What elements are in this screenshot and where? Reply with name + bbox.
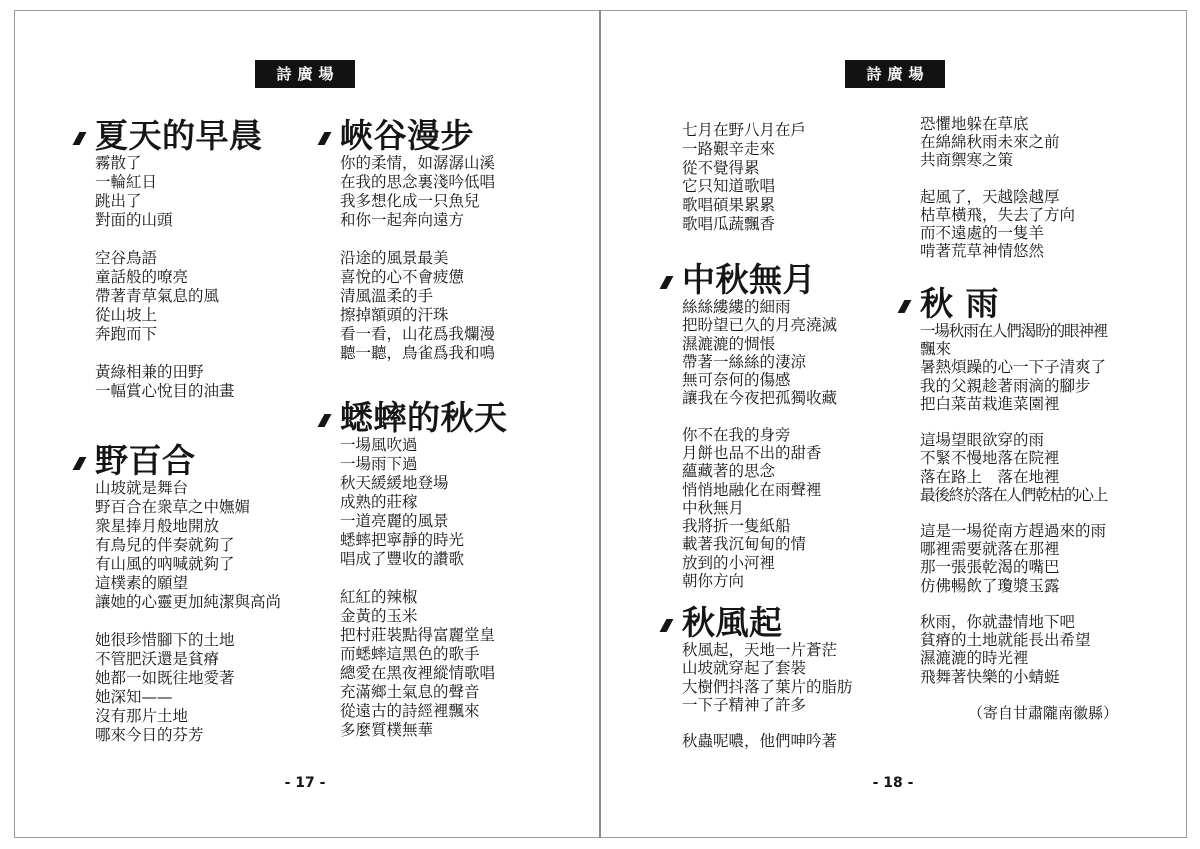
poem-line: 唱成了豐收的讚歌 bbox=[340, 550, 465, 568]
poem-line: 秋蟲呢噥，他們呻吟著 bbox=[682, 732, 838, 751]
poem-line: 沒有那片土地 bbox=[95, 707, 189, 725]
poem-line: 帶著一絲絲的淒涼 bbox=[682, 352, 807, 371]
poem-stanza bbox=[920, 188, 1075, 261]
poem-line: 絲絲縷縷的細雨 bbox=[682, 298, 791, 316]
poem-line: 最後終於落在人們乾枯的心上 bbox=[920, 485, 1108, 504]
poem bbox=[95, 443, 281, 745]
poem-stanza bbox=[920, 522, 1118, 595]
poem-line: 帶著青草氣息的風 bbox=[95, 287, 220, 305]
poem-line: 那一張張乾渴的嘴巴 bbox=[920, 558, 1060, 577]
poem-continuation bbox=[920, 115, 1075, 261]
poem-line: 這場望眼欲穿的雨 bbox=[920, 431, 1045, 450]
poem-title-text: 秋風起 bbox=[682, 603, 783, 642]
poem-line: 七月在野八月在戶 bbox=[682, 121, 807, 139]
poem-title-text: 峽谷漫步 bbox=[340, 116, 474, 155]
poem-line: 清風溫柔的手 bbox=[340, 287, 434, 305]
poem-line: 在我的思念裏淺吟低唱 bbox=[340, 173, 496, 191]
poem-line: 濕漉漉的時光裡 bbox=[920, 649, 1029, 668]
poem-attribution: （寄自甘肅隴南徽縣） bbox=[968, 703, 1119, 722]
poem-line: 總愛在黑夜裡縱情歌唱 bbox=[340, 664, 496, 682]
poem-line: 濕漉漉的惆悵 bbox=[682, 334, 776, 353]
poem-line: 蘊藏著的思念 bbox=[682, 462, 776, 481]
poem-line: 放到的小河裡 bbox=[682, 553, 776, 572]
poem-line: 跳出了 bbox=[95, 192, 142, 210]
poem-line: 山坡就是舞台 bbox=[95, 479, 189, 497]
poem-line: 衆星捧月般地開放 bbox=[95, 517, 220, 535]
page-number: - 17 - bbox=[284, 775, 326, 791]
poem-stanza bbox=[340, 249, 495, 363]
poem-line: 多麼質樸無華 bbox=[340, 721, 434, 739]
poem-line: 童話般的嘹亮 bbox=[95, 268, 189, 286]
poem-line: 你不在我的身旁 bbox=[682, 425, 791, 444]
poem-line: 有鳥兒的伴奏就夠了 bbox=[95, 536, 235, 554]
poem-line: 而蟋蟀這黑色的歌手 bbox=[340, 645, 480, 663]
poem-line: 黃綠相兼的田野 bbox=[95, 363, 204, 381]
poem-line: 枯草橫飛，失去了方向 bbox=[920, 205, 1076, 224]
poem-stanza bbox=[920, 613, 1118, 686]
page-fold-divider bbox=[599, 10, 601, 838]
poem-line: 把白菜苗栽進菜園裡 bbox=[920, 394, 1060, 413]
poem-line: 而不遠處的一隻羊 bbox=[920, 224, 1045, 243]
poem-line: 中秋無月 bbox=[682, 498, 745, 517]
poem-line: 一道亮麗的風景 bbox=[340, 512, 449, 530]
poem-line: 把盼望已久的月亮澆滅 bbox=[682, 316, 838, 335]
poem-stanza bbox=[682, 298, 837, 408]
poem-line: 不緊不慢地落在院裡 bbox=[920, 449, 1060, 468]
poem-line: 讓她的心靈更加純潔與高尚 bbox=[95, 593, 282, 611]
poem-line: 一幅賞心悅目的油畫 bbox=[95, 382, 235, 400]
poem-title-text: 夏天的早晨 bbox=[95, 116, 263, 155]
poem-stanza bbox=[95, 154, 263, 230]
poem-stanza bbox=[95, 249, 263, 344]
poem-line: 野百合在衆草之中嫵媚 bbox=[95, 498, 251, 516]
poem bbox=[682, 605, 853, 751]
poem-stanza bbox=[682, 426, 837, 590]
poem-line: 不管肥沃還是貧瘠 bbox=[95, 650, 220, 668]
poem-line: 一輪紅日 bbox=[95, 173, 158, 191]
poem-line: 歌唱碩果累累 bbox=[682, 196, 776, 215]
poem-line: 秋天緩緩地登場 bbox=[340, 474, 449, 492]
poem-title-text: 秋 雨 bbox=[920, 284, 999, 323]
poem-title bbox=[682, 262, 837, 298]
poem-line: 載著我沉甸甸的情 bbox=[682, 535, 807, 554]
poem-line: 我的父親趁著雨滴的腳步 bbox=[920, 376, 1091, 395]
poem-line: 沿途的風景最美 bbox=[340, 249, 449, 267]
poem-line: 對面的山頭 bbox=[95, 211, 173, 229]
poem-stanza bbox=[340, 154, 495, 230]
poem-line: 和你一起奔向遠方 bbox=[340, 211, 465, 229]
poem-stanza bbox=[682, 121, 806, 234]
poem-line: 奔跑而下 bbox=[95, 325, 158, 343]
poem-line: 貧瘠的土地就能長出希望 bbox=[920, 631, 1091, 650]
poem-line: 恐懼地躲在草底 bbox=[920, 115, 1029, 133]
poem-line: 秋風起，天地一片蒼茫 bbox=[682, 641, 838, 659]
poem-stanza bbox=[682, 732, 853, 750]
poem-stanza bbox=[340, 588, 508, 740]
poem-line: 霧散了 bbox=[95, 154, 142, 172]
poem-line: 從山坡上 bbox=[95, 306, 158, 324]
poem-line: 共商禦寒之策 bbox=[920, 151, 1014, 170]
poem-line: 紅紅的辣椒 bbox=[340, 588, 418, 606]
poem-line: 哪裡需要就落在那裡 bbox=[920, 540, 1060, 559]
poem-line: 起風了，天越陰越厚 bbox=[920, 187, 1060, 206]
poem-line: 從不覺得累 bbox=[682, 158, 760, 177]
poem-line: 聽一聽，鳥雀爲我和鳴 bbox=[340, 344, 496, 362]
poem-line: 有山風的吶喊就夠了 bbox=[95, 555, 235, 573]
poem-line: 秋雨，你就盡情地下吧 bbox=[920, 613, 1076, 631]
poem bbox=[340, 400, 508, 740]
poem-stanza bbox=[682, 641, 853, 714]
poem-title-text: 蟋蟀的秋天 bbox=[340, 398, 508, 437]
poem-line: 成熟的莊稼 bbox=[340, 493, 418, 511]
poem-line: 這是一場從南方趕過來的雨 bbox=[920, 522, 1107, 541]
poem-stanza bbox=[95, 479, 281, 612]
poem-line: 你的柔情，如潺潺山溪 bbox=[340, 154, 496, 172]
poem-line: 飛舞著快樂的小蜻蜓 bbox=[920, 667, 1060, 686]
page-number: - 18 - bbox=[872, 775, 914, 791]
poem-stanza bbox=[920, 115, 1075, 170]
poem-line: 我多想化成一只魚兒 bbox=[340, 192, 480, 210]
poem-line: 一場秋雨在人們渴盼的眼神裡 bbox=[920, 322, 1108, 340]
poem-title-text: 中秋無月 bbox=[682, 260, 816, 299]
poem-stanza bbox=[95, 363, 263, 401]
poem-line: 讓我在今夜把孤獨收藏 bbox=[682, 389, 838, 408]
poem-stanza bbox=[340, 436, 508, 569]
poem-line: 暑熱煩躁的心一下子清爽了 bbox=[920, 358, 1107, 377]
poem-title bbox=[95, 443, 281, 479]
poem-line: 一路艱辛走來 bbox=[682, 139, 776, 158]
poem bbox=[920, 286, 1118, 722]
poem-title bbox=[95, 118, 263, 154]
poem-line: 一場風吹過 bbox=[340, 436, 418, 454]
poem-line: 它只知道歌唱 bbox=[682, 177, 776, 196]
poem bbox=[340, 118, 495, 363]
poem-line: 落在路上 落在地裡 bbox=[920, 467, 1060, 486]
poem-line: 月餅也品不出的甜香 bbox=[682, 444, 822, 463]
poem-line: 她深知—— bbox=[95, 688, 173, 706]
poem-line: 蟋蟀把寧靜的時光 bbox=[340, 531, 465, 549]
poem-title bbox=[920, 286, 1118, 322]
poem-line: 看一看，山花爲我爛漫 bbox=[340, 325, 496, 343]
poem-line: 這樸素的願望 bbox=[95, 574, 189, 592]
poem-line: 飄來 bbox=[920, 340, 952, 359]
poem-title-text: 野百合 bbox=[95, 441, 196, 480]
poem-line: 無可奈何的傷感 bbox=[682, 371, 791, 390]
section-header: 詩廣場 bbox=[255, 60, 355, 88]
poem-line: 從遠古的詩經裡飄來 bbox=[340, 702, 480, 720]
poem-line: 擦掉額頭的汗珠 bbox=[340, 306, 449, 324]
poem-title bbox=[340, 118, 495, 154]
poem-line: 我將折一隻紙船 bbox=[682, 517, 791, 536]
section-header: 詩廣場 bbox=[845, 60, 945, 88]
poem-line: 一下子精神了許多 bbox=[682, 695, 807, 714]
poem-line: 她都一如既往地愛著 bbox=[95, 669, 235, 687]
poem-line: 她很珍惜腳下的土地 bbox=[95, 631, 235, 649]
poem-line: 喜悅的心不會疲憊 bbox=[340, 268, 465, 286]
poem-line: 大樹們抖落了葉片的脂肪 bbox=[682, 677, 853, 696]
poem-title bbox=[340, 400, 508, 436]
poem-line: 歌唱瓜蔬飄香 bbox=[682, 214, 776, 233]
poem-line: 哪來今日的芬芳 bbox=[95, 726, 204, 744]
poem-line: 仿佛暢飲了瓊漿玉露 bbox=[920, 576, 1060, 595]
poem-line: 一場雨下過 bbox=[340, 455, 418, 473]
poem-line: 把村莊裝點得富麗堂皇 bbox=[340, 626, 496, 644]
poem-stanza bbox=[920, 322, 1118, 413]
poem-line: 悄悄地融化在雨聲裡 bbox=[682, 480, 822, 499]
poem-title bbox=[682, 605, 853, 641]
poem bbox=[682, 262, 837, 590]
poem-continuation bbox=[682, 121, 806, 234]
poem-line: 空谷鳥語 bbox=[95, 249, 158, 267]
poem-line: 金黃的玉米 bbox=[340, 607, 418, 625]
poem-line: 山坡就穿起了套裝 bbox=[682, 659, 807, 678]
poem-line: 啃著荒草神情悠然 bbox=[920, 242, 1045, 261]
poem-stanza bbox=[920, 431, 1118, 504]
poem bbox=[95, 118, 263, 401]
poem-line: 在綿綿秋雨未來之前 bbox=[920, 133, 1060, 152]
poem-line: 朝你方向 bbox=[682, 571, 745, 590]
poem-stanza bbox=[95, 631, 281, 745]
poem-line: 充滿鄉土氣息的聲音 bbox=[340, 683, 480, 701]
